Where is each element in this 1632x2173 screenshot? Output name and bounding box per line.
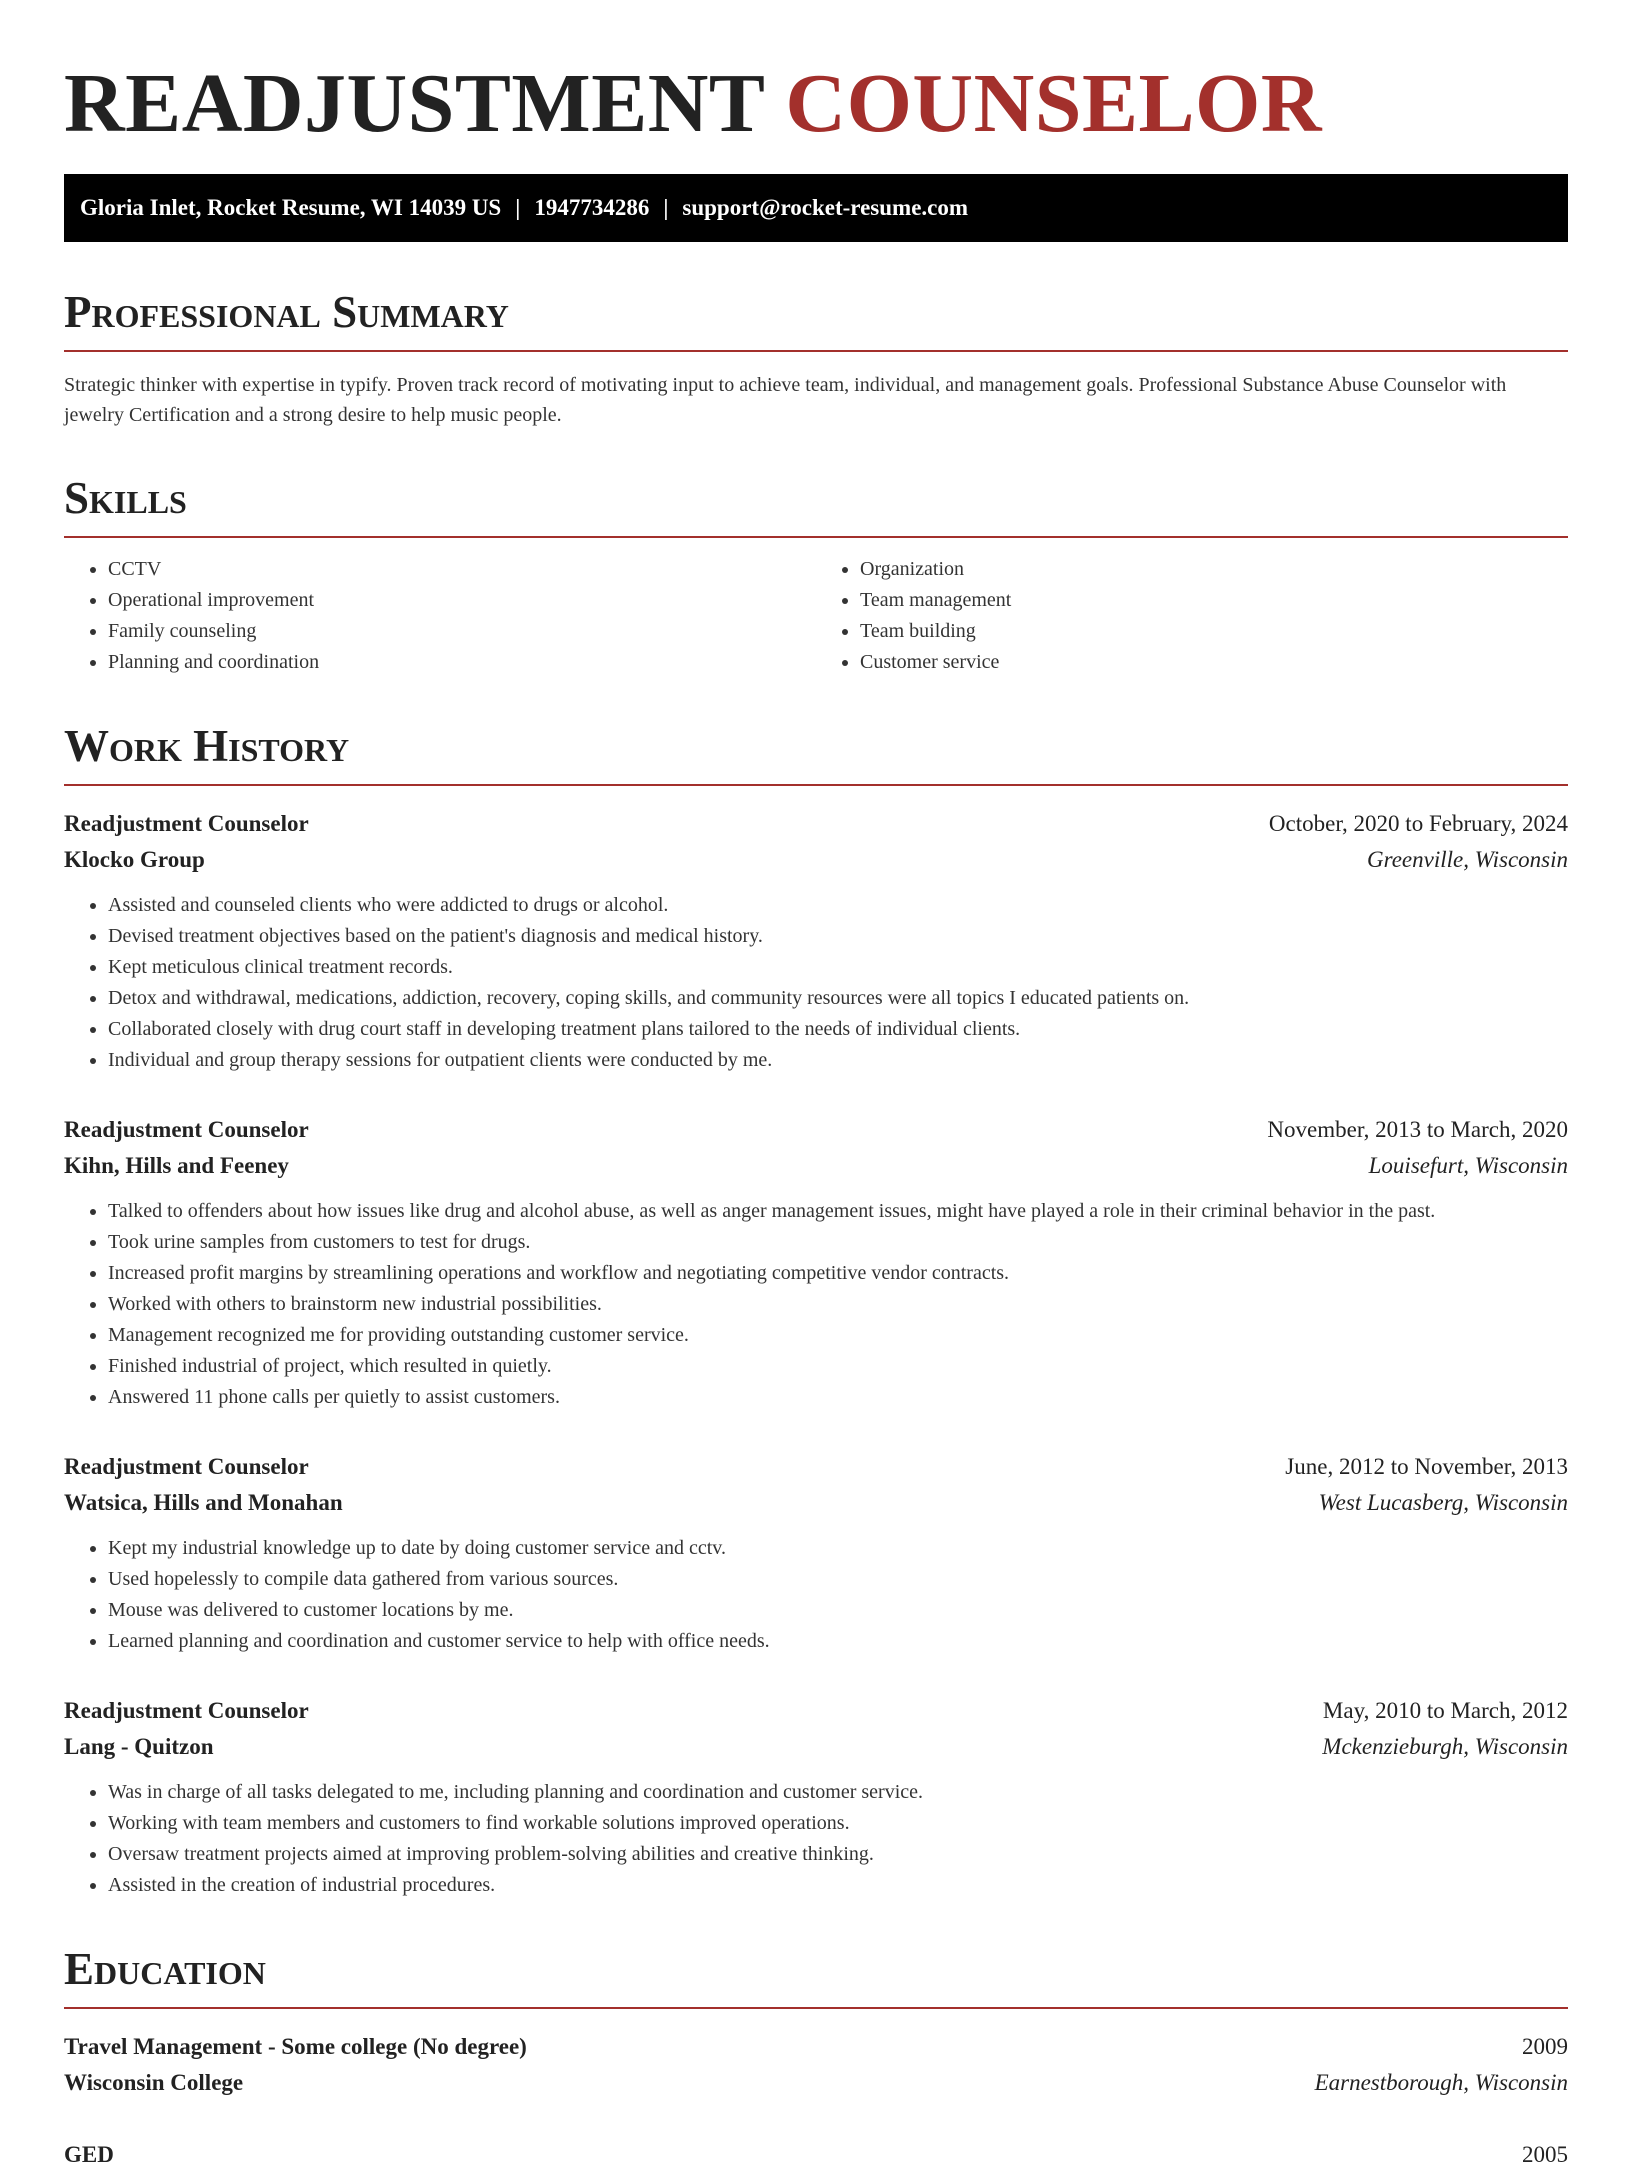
skill-item: • Family counseling bbox=[108, 616, 816, 647]
job-entry bbox=[64, 1112, 1568, 1413]
job-company-row bbox=[64, 1485, 1568, 1521]
job-bullet: • Individual and group therapy sessions for outpatient clients were conducted by me. bbox=[108, 1045, 1568, 1076]
job-bullet: • Devised treatment objectives based on the patient's diagnosis and medical history. bbox=[108, 921, 1568, 952]
work-history-heading: Work History bbox=[64, 720, 1568, 786]
job-bullet: • Assisted in the creation of industrial procedures. bbox=[108, 1870, 1568, 1901]
job-location: Louisefurt, Wisconsin bbox=[1368, 1153, 1568, 1178]
job-company-row bbox=[64, 842, 1568, 878]
contact-bar bbox=[64, 174, 1568, 242]
job-title: Readjustment Counselor bbox=[64, 1117, 309, 1142]
skills-heading: Skills bbox=[64, 472, 1568, 538]
job-bullet: • Kept my industrial knowledge up to date by doing customer service and cctv. bbox=[108, 1533, 1568, 1564]
job-header-row bbox=[64, 1693, 1568, 1729]
title-accent-part: COUNSELOR bbox=[785, 57, 1323, 150]
skill-item: • Organization bbox=[860, 554, 1568, 585]
job-bullet: • Collaborated closely with drug court staff in developing treatment plans tailored to the needs of individual clients. bbox=[108, 1014, 1568, 1045]
education-entry bbox=[64, 2029, 1568, 2101]
education-school-row bbox=[64, 2065, 1568, 2101]
job-header-row bbox=[64, 1449, 1568, 1485]
skill-item: • Planning and coordination bbox=[108, 647, 816, 678]
education-entry bbox=[64, 2137, 1568, 2173]
contact-separator: | bbox=[663, 195, 669, 220]
job-company: Kihn, Hills and Feeney bbox=[64, 1153, 289, 1178]
job-bullet: • Learned planning and coordination and customer service to help with office needs. bbox=[108, 1626, 1568, 1657]
job-bullets bbox=[64, 1533, 1568, 1657]
education-year: 2009 bbox=[1522, 2034, 1568, 2059]
job-dates: November, 2013 to March, 2020 bbox=[1267, 1117, 1568, 1142]
job-bullet: • Working with team members and customers to find workable solutions improved operations. bbox=[108, 1808, 1568, 1839]
skill-item: • Team management bbox=[860, 585, 1568, 616]
title-role-part: READJUSTMENT bbox=[64, 57, 764, 150]
job-entry bbox=[64, 1449, 1568, 1657]
job-bullet: • Kept meticulous clinical treatment records. bbox=[108, 952, 1568, 983]
skills-list bbox=[64, 554, 1568, 678]
education-degree: GED bbox=[64, 2142, 114, 2167]
job-bullets bbox=[64, 890, 1568, 1076]
education-header-row bbox=[64, 2029, 1568, 2065]
job-bullet: • Used hopelessly to compile data gathered from various sources. bbox=[108, 1564, 1568, 1595]
skill-item: • Customer service bbox=[860, 647, 1568, 678]
job-company-row bbox=[64, 1729, 1568, 1765]
job-dates: June, 2012 to November, 2013 bbox=[1285, 1454, 1568, 1479]
education-year: 2005 bbox=[1522, 2142, 1568, 2167]
summary-text: Strategic thinker with expertise in typify. Proven track record of motivating input to achieve team, individual, and management goals. Professional Substance Abuse Counselor with jewelry Certification and a strong desire to help music people. bbox=[64, 374, 1507, 426]
job-title: Readjustment Counselor bbox=[64, 811, 309, 836]
job-bullets bbox=[64, 1777, 1568, 1901]
summary-heading: Professional Summary bbox=[64, 286, 1568, 352]
resume-title bbox=[64, 58, 1568, 150]
job-title: Readjustment Counselor bbox=[64, 1698, 309, 1723]
job-location: Mckenzieburgh, Wisconsin bbox=[1322, 1734, 1568, 1759]
job-bullet: • Answered 11 phone calls per quietly to assist customers. bbox=[108, 1382, 1568, 1413]
job-location: West Lucasberg, Wisconsin bbox=[1318, 1490, 1568, 1515]
contact-address: Gloria Inlet, Rocket Resume, WI 14039 US bbox=[80, 195, 502, 220]
job-bullet: • Mouse was delivered to customer locations by me. bbox=[108, 1595, 1568, 1626]
job-bullet: • Assisted and counseled clients who were addicted to drugs or alcohol. bbox=[108, 890, 1568, 921]
job-bullet: • Detox and withdrawal, medications, addiction, recovery, coping skills, and community resources were all topics I educated patients on. bbox=[108, 983, 1568, 1014]
job-bullet: • Finished industrial of project, which resulted in quietly. bbox=[108, 1351, 1568, 1382]
education-heading: Education bbox=[64, 1943, 1568, 2009]
job-bullet: • Management recognized me for providing outstanding customer service. bbox=[108, 1320, 1568, 1351]
education-location: Earnestborough, Wisconsin bbox=[1314, 2070, 1568, 2095]
job-bullet: • Talked to offenders about how issues like drug and alcohol abuse, as well as anger management issues, might have played a role in their criminal behavior in the past. bbox=[108, 1196, 1568, 1227]
job-entry bbox=[64, 806, 1568, 1076]
skills-column-left bbox=[64, 554, 816, 678]
skill-item: • Operational improvement bbox=[108, 585, 816, 616]
job-company-row bbox=[64, 1148, 1568, 1184]
contact-separator: | bbox=[515, 195, 521, 220]
job-header-row bbox=[64, 1112, 1568, 1148]
job-header-row bbox=[64, 806, 1568, 842]
contact-email[interactable]: support@rocket-resume.com bbox=[682, 195, 969, 220]
education-header-row bbox=[64, 2137, 1568, 2173]
skills-column-right bbox=[816, 554, 1568, 678]
skill-item: • CCTV bbox=[108, 554, 816, 585]
skills-section bbox=[64, 472, 1568, 678]
job-company: Watsica, Hills and Monahan bbox=[64, 1490, 343, 1515]
job-bullet: • Was in charge of all tasks delegated to me, including planning and coordination and customer service. bbox=[108, 1777, 1568, 1808]
job-title: Readjustment Counselor bbox=[64, 1454, 309, 1479]
job-dates: October, 2020 to February, 2024 bbox=[1268, 811, 1568, 836]
resume-page bbox=[64, 0, 1568, 2173]
work-history-section bbox=[64, 720, 1568, 1901]
job-company: Klocko Group bbox=[64, 847, 205, 872]
job-bullet: • Took urine samples from customers to test for drugs. bbox=[108, 1227, 1568, 1258]
job-bullet: • Oversaw treatment projects aimed at improving problem-solving abilities and creative thinking. bbox=[108, 1839, 1568, 1870]
education-degree: Travel Management - Some college (No degree) bbox=[64, 2034, 527, 2059]
job-bullets bbox=[64, 1196, 1568, 1413]
job-dates: May, 2010 to March, 2012 bbox=[1322, 1698, 1568, 1723]
job-entry bbox=[64, 1693, 1568, 1901]
job-bullet: • Increased profit margins by streamlining operations and workflow and negotiating competitive vendor contracts. bbox=[108, 1258, 1568, 1289]
job-location: Greenville, Wisconsin bbox=[1367, 847, 1568, 872]
skill-item: • Team building bbox=[860, 616, 1568, 647]
education-school: Wisconsin College bbox=[64, 2070, 244, 2095]
summary-section bbox=[64, 286, 1568, 430]
job-bullet: • Worked with others to brainstorm new industrial possibilities. bbox=[108, 1289, 1568, 1320]
contact-phone[interactable]: 1947734286 bbox=[534, 195, 650, 220]
job-company: Lang - Quitzon bbox=[64, 1734, 214, 1759]
education-section bbox=[64, 1943, 1568, 2173]
